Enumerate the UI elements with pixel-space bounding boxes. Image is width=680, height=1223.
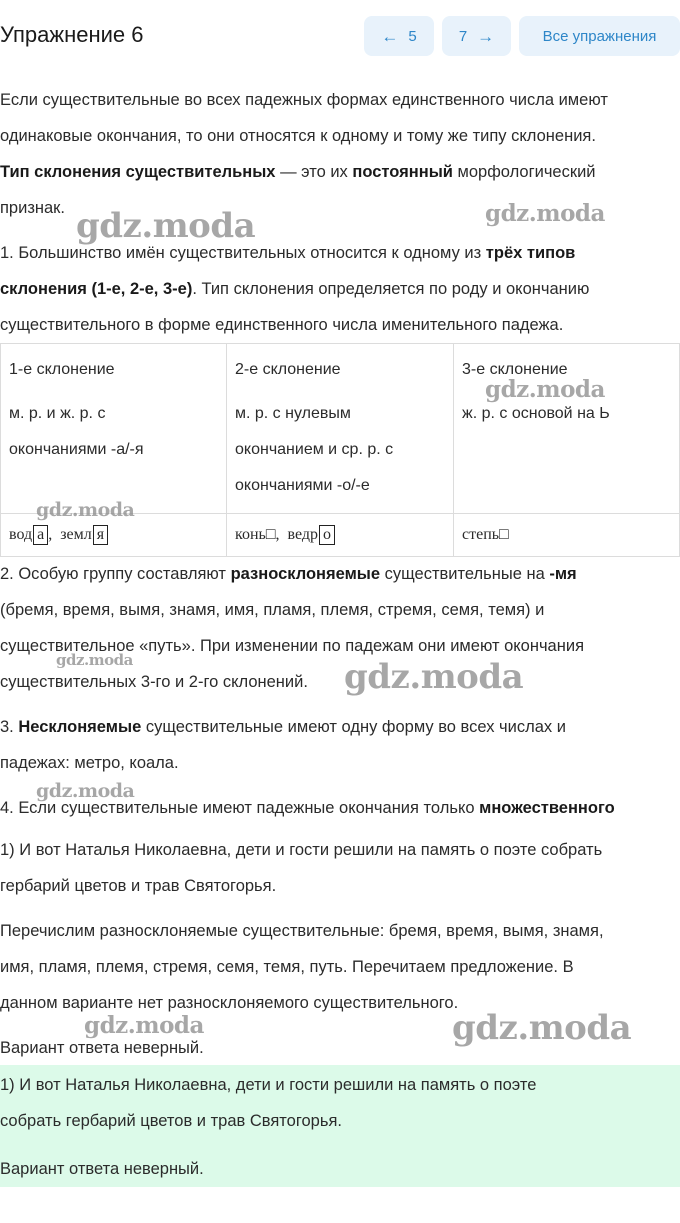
bold-term: трёх типов <box>485 244 576 262</box>
highlight-line-1: 1) И вот Наталья Николаевна, дети и гости решили на память о поэте <box>0 1076 537 1094</box>
arrow-left-icon: ← <box>381 26 399 46</box>
text: . Тип склонения определяется по роду и окончанию <box>192 280 590 298</box>
watermark: gdz.moda <box>36 780 135 802</box>
table-cell <box>227 344 454 514</box>
watermark: gdz.moda <box>485 376 605 403</box>
point3-line-1 <box>0 709 680 745</box>
cell-text: ж. р. с основой на Ь <box>462 405 610 422</box>
point2-line-1 <box>0 556 680 592</box>
highlight-verdict: Вариант ответа неверный. <box>0 1160 204 1178</box>
word: степь□ <box>462 526 509 543</box>
header <box>0 16 680 56</box>
answer-verdict: Вариант ответа неверный. <box>0 1039 204 1057</box>
arrow-right-icon: → <box>477 26 495 46</box>
bold-term: множественного <box>479 799 615 817</box>
point1-line-3: существительного в форме единственного числа именительного падежа. <box>0 316 564 334</box>
highlight-line-2: собрать гербарий цветов и трав Святогорья. <box>0 1112 342 1130</box>
bold-term: Тип склонения существительных <box>0 163 276 181</box>
point3-line-2: падежах: метро, коала. <box>0 754 179 772</box>
point1-line-2 <box>0 271 680 307</box>
text: — это их <box>275 163 353 181</box>
answer-explanation-line-3: данном варианте нет разносклоняемого существительного. <box>0 994 459 1012</box>
text: 3. <box>0 718 19 736</box>
answer-explanation-line-2: имя, пламя, племя, стремя, семя, темя, путь. Перечитаем предложение. В <box>0 958 574 976</box>
next-exercise-label: 7 <box>458 27 468 45</box>
watermark: gdz.moda <box>485 200 605 227</box>
answer-explanation-line-1: Перечислим разносклоняемые существительные: бремя, время, вымя, знамя, <box>0 922 604 940</box>
text: 2. Особую группу составляют <box>0 565 231 583</box>
text: морфологический <box>452 163 596 181</box>
table-row <box>1 344 680 514</box>
cell-text: окончаниями -а/-я <box>9 441 144 458</box>
intro-line-3 <box>0 154 680 190</box>
cell-text: м. р. с нулевым <box>235 405 351 422</box>
watermark: gdz.moda <box>76 206 256 246</box>
table-cell <box>1 344 227 514</box>
point2-line-3: существительное «путь». При изменении по падежам они имеют окончания <box>0 637 585 655</box>
table-cell <box>454 514 680 557</box>
intro-line-1: Если существительные во всех падежных формах единственного числа имеют <box>0 91 608 109</box>
watermark: gdz.moda <box>344 657 524 697</box>
point2-line-2: (бремя, время, вымя, знамя, имя, пламя, племя, стремя, семя, темя) и <box>0 601 545 619</box>
highlighted-answer <box>0 1065 680 1187</box>
text: существительные на <box>380 565 550 583</box>
prev-exercise-label: 5 <box>408 27 417 45</box>
watermark: gdz.moda <box>84 1012 204 1039</box>
bold-term: постоянный <box>352 163 453 181</box>
table-cell: вод а , земл я <box>1 514 227 557</box>
prev-exercise-button[interactable] <box>364 16 434 56</box>
cell-text: окончаниями -о/-е <box>235 477 370 494</box>
column-header: 2-е склонение <box>235 361 341 378</box>
page-title: Упражнение 6 <box>0 22 144 47</box>
column-header: 3-е склонение <box>462 361 568 378</box>
text: 4. Если существительные имеют падежные окончания только <box>0 799 480 817</box>
intro-line-4: признак. <box>0 199 65 217</box>
ending-box: а <box>33 525 48 545</box>
point2-line-4: существительных 3-го и 2-го склонений. <box>0 673 308 691</box>
watermark: gdz.moda <box>452 1008 632 1048</box>
table-cell: конь□, ведр о <box>227 514 454 557</box>
cell-text: м. р. и ж. р. с <box>9 405 106 422</box>
bold-term: разносклоняемые <box>230 565 381 583</box>
word-stem: земл <box>60 526 92 543</box>
text: 1. Большинство имён существительных относится к одному из <box>0 244 486 262</box>
word-stem: ведр <box>287 526 318 543</box>
bold-term: Несклоняемые <box>18 718 142 736</box>
text: существительные имеют одну форму во всех числах и <box>141 718 566 736</box>
next-exercise-button[interactable] <box>442 16 511 56</box>
ending-box: о <box>319 525 335 545</box>
bold-term: -мя <box>549 565 577 583</box>
intro-line-2: одинаковые окончания, то они относятся к одному и тому же типу склонения. <box>0 127 596 145</box>
bold-term: склонения (1-е, 2-е, 3-е) <box>0 280 193 298</box>
word: конь□ <box>235 526 276 543</box>
watermark: gdz.moda <box>36 499 135 521</box>
cell-text: окончанием и ср. р. с <box>235 441 394 458</box>
all-exercises-button[interactable]: Все упражнения <box>519 16 680 56</box>
word-stem: вод <box>9 526 33 543</box>
answer-sentence-line-2: гербарий цветов и трав Святогорья. <box>0 877 277 895</box>
table-cell <box>454 344 680 514</box>
watermark: gdz.moda <box>56 651 133 669</box>
answer-sentence-line-1: 1) И вот Наталья Николаевна, дети и гости решили на память о поэте собрать <box>0 841 603 859</box>
ending-box: я <box>93 525 108 545</box>
column-header: 1-е склонение <box>9 361 115 378</box>
